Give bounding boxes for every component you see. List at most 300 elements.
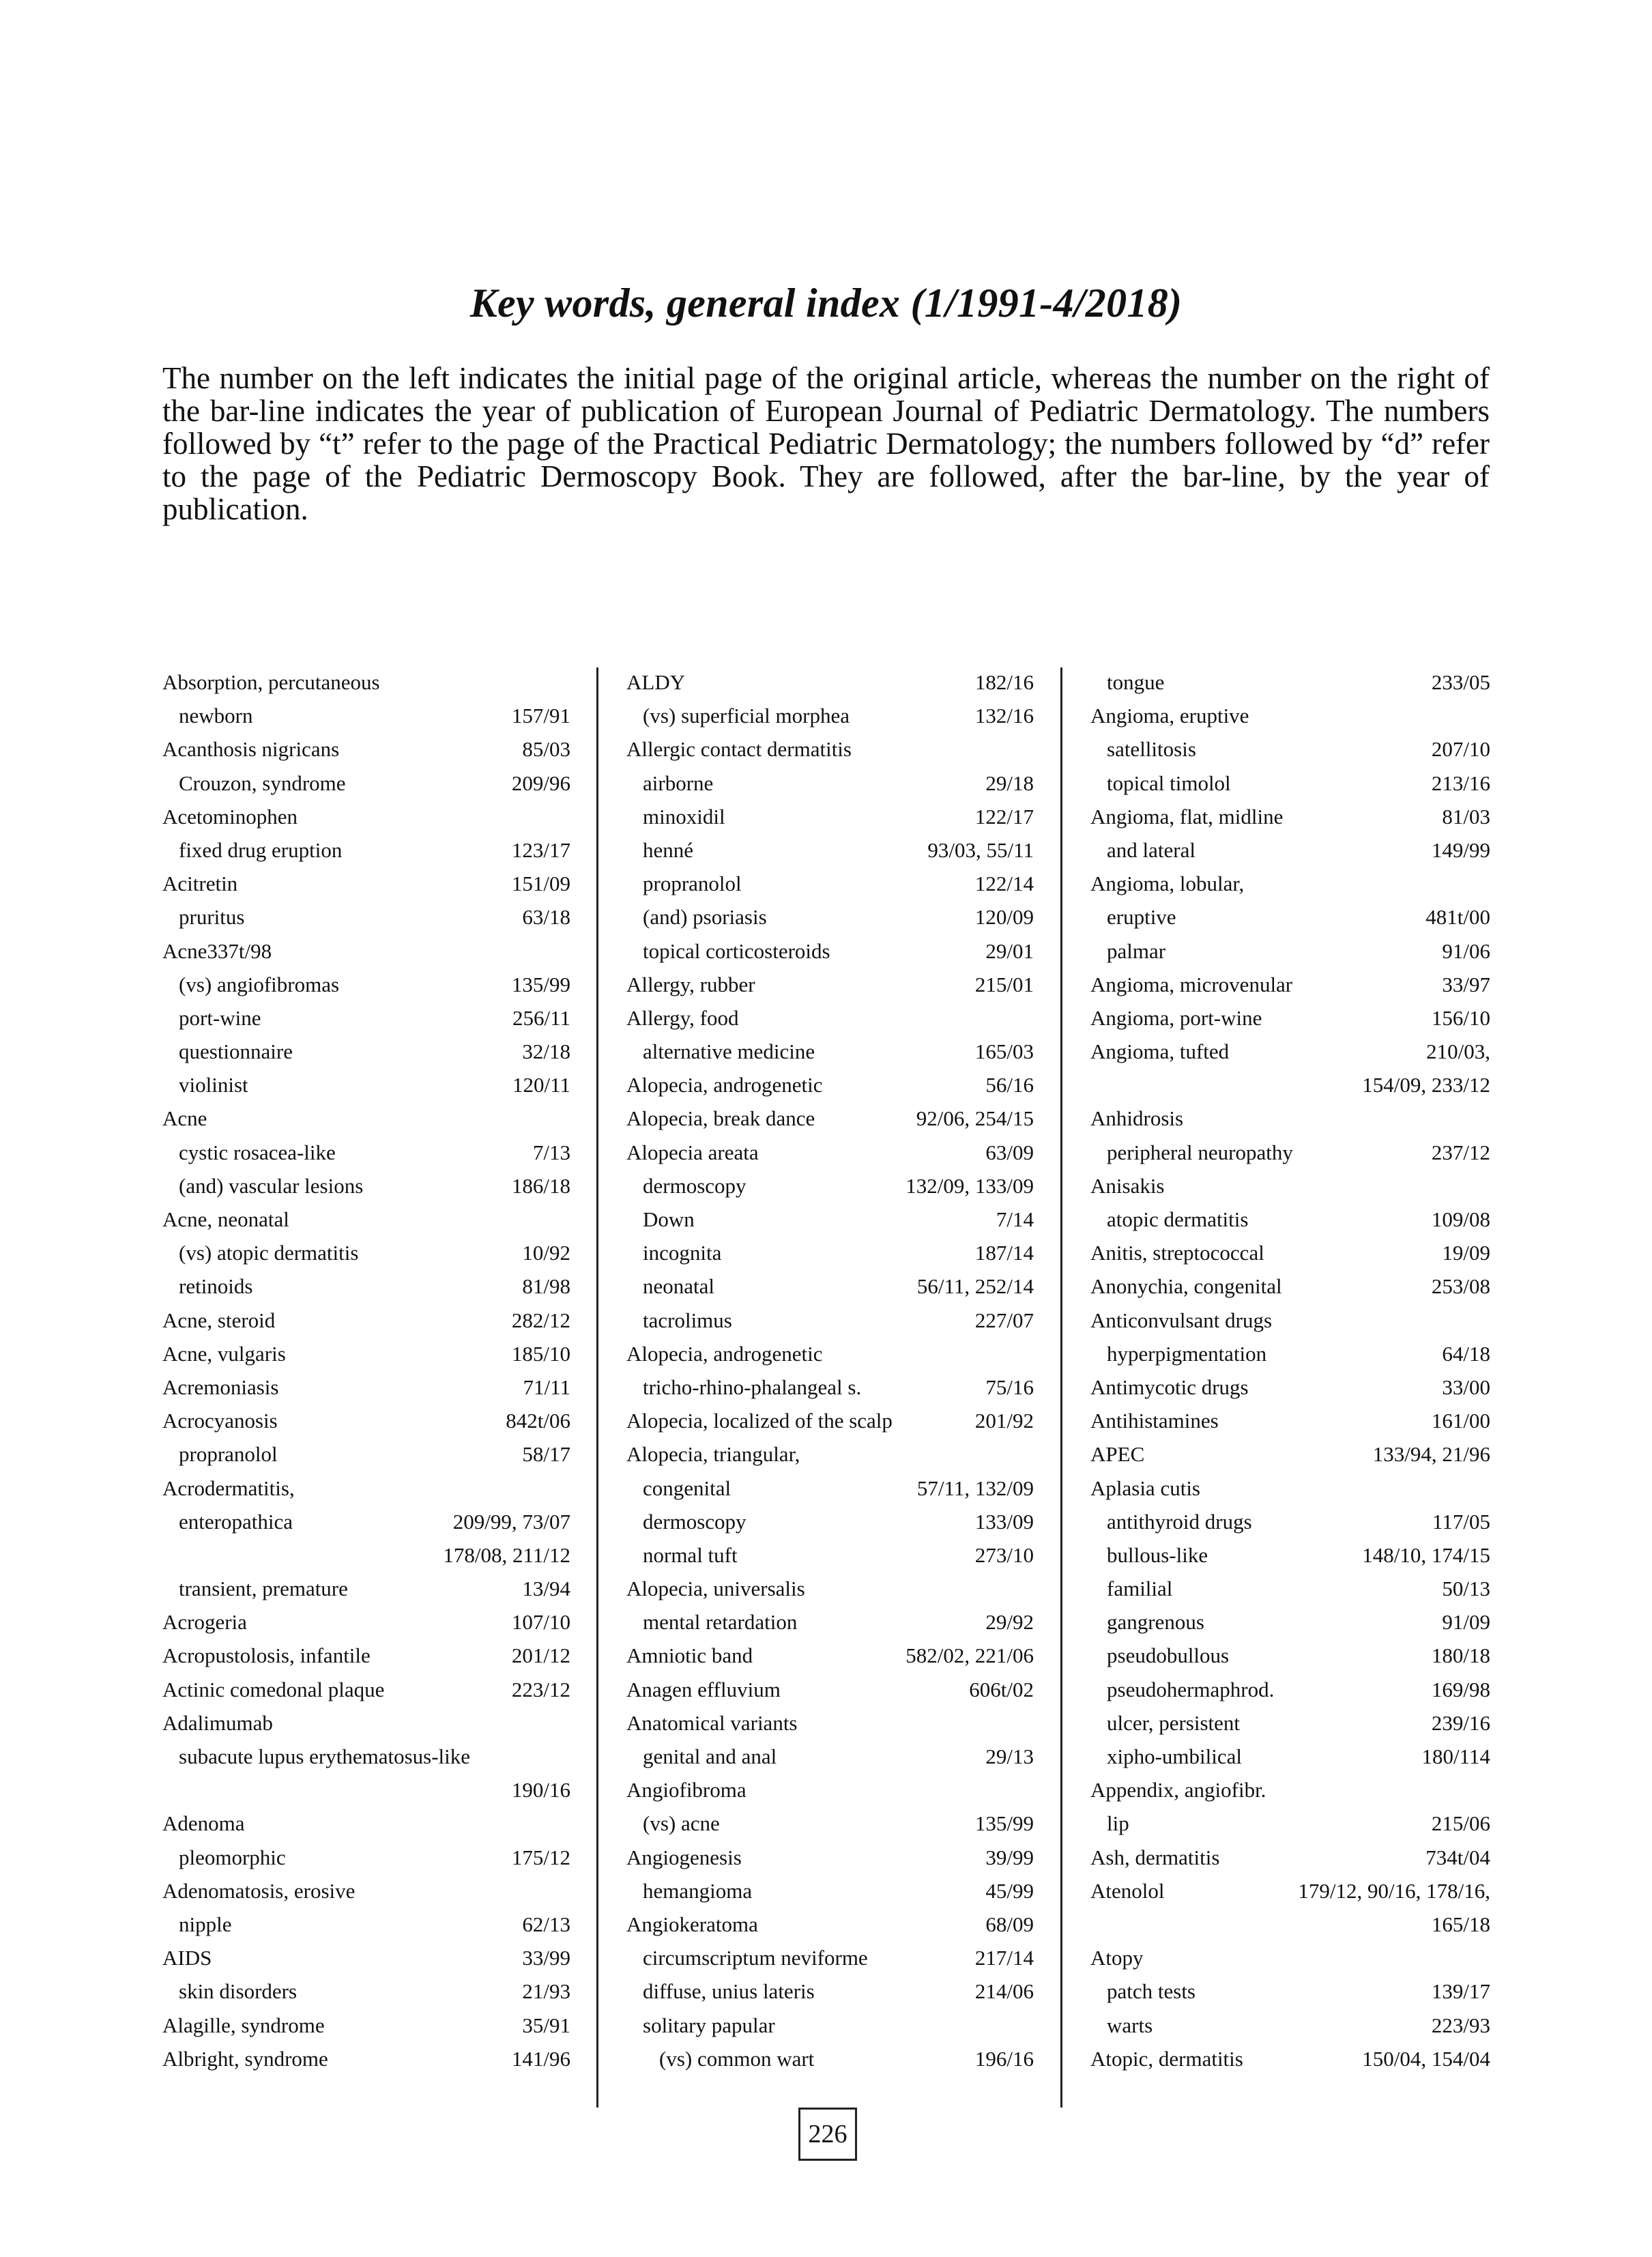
index-entry bbox=[626, 1706, 1034, 1740]
index-entry bbox=[162, 1874, 570, 1908]
index-pages: 148/10, 174/15 bbox=[1362, 1542, 1490, 1567]
index-pages: 606t/02 bbox=[969, 1677, 1034, 1701]
intro-paragraph: The number on the left indicates the initial page of the original article, whereas the number on the right of the bar-line indicates the year of publication of European Journal of Pediatric Dermatology. The numbers followed by “t” refer to the page of the Practical Pediatric Dermatology; the numbers followed by “d” refer to the page of the Pediatric Dermoscopy Book. They are followed, after the bar-line, by the year of publication. bbox=[162, 361, 1490, 526]
index-pages: 223/93 bbox=[1431, 2013, 1490, 2037]
index-pages: 45/99 bbox=[985, 1878, 1034, 1903]
index-pages: 35/91 bbox=[522, 2013, 570, 2037]
index-pages: 223/12 bbox=[511, 1677, 570, 1701]
index-entry bbox=[626, 1974, 1034, 2008]
index-term: Atenolol bbox=[1090, 1878, 1165, 1903]
index-entry bbox=[1090, 1773, 1490, 1807]
index-term: circumscriptum neviforme bbox=[643, 1946, 868, 1970]
index-term: Alopecia, break dance bbox=[626, 1106, 815, 1131]
index-pages: 71/11 bbox=[523, 1375, 570, 1399]
index-entry bbox=[1090, 1807, 1490, 1840]
index-entry bbox=[626, 1639, 1034, 1672]
index-term: Actinic comedonal plaque bbox=[162, 1677, 385, 1701]
index-entry bbox=[1090, 833, 1490, 867]
index-term: Acne337t/98 bbox=[162, 938, 272, 963]
index-entry bbox=[162, 1605, 570, 1639]
index-term: (vs) superficial morphea bbox=[643, 704, 850, 728]
index-pages: 123/17 bbox=[511, 837, 570, 862]
index-pages: 178/08, 211/12 bbox=[443, 1542, 570, 1567]
index-entry bbox=[1090, 1035, 1490, 1068]
index-entry bbox=[162, 900, 570, 934]
index-term: (and) psoriasis bbox=[643, 905, 767, 930]
index-pages: 151/09 bbox=[511, 872, 570, 896]
index-entry bbox=[162, 1203, 570, 1236]
index-entry bbox=[1090, 1102, 1490, 1135]
index-entry bbox=[1090, 1740, 1490, 1773]
index-term: Acne, steroid bbox=[162, 1308, 276, 1332]
index-pages: 237/12 bbox=[1431, 1140, 1490, 1164]
column-divider-1 bbox=[596, 667, 598, 2108]
index-pages: 33/00 bbox=[1442, 1375, 1490, 1399]
index-term: newborn bbox=[179, 704, 253, 728]
index-pages: 68/09 bbox=[985, 1912, 1034, 1936]
index-entry bbox=[1090, 968, 1490, 1001]
index-entry bbox=[626, 1304, 1034, 1337]
index-entry bbox=[626, 1437, 1034, 1471]
index-entry bbox=[162, 1941, 570, 1974]
index-term: solitary papular bbox=[643, 2013, 775, 2037]
index-entry bbox=[1090, 1673, 1490, 1706]
index-entry bbox=[626, 699, 1034, 732]
index-pages: 29/13 bbox=[985, 1744, 1034, 1768]
index-term: Alopecia areata bbox=[626, 1140, 759, 1164]
index-term: Allergic contact dermatitis bbox=[626, 737, 852, 762]
index-entry bbox=[1090, 1639, 1490, 1672]
index-entry bbox=[1090, 1236, 1490, 1269]
index-pages: 7/14 bbox=[996, 1207, 1034, 1231]
index-pages: 135/99 bbox=[974, 1811, 1034, 1836]
index-term: Aplasia cutis bbox=[1090, 1476, 1200, 1500]
index-entry bbox=[626, 1572, 1034, 1605]
index-entry bbox=[162, 1404, 570, 1437]
index-pages: 85/03 bbox=[522, 737, 570, 762]
index-term: topical corticosteroids bbox=[643, 938, 830, 963]
index-term: Acropustolosis, infantile bbox=[162, 1643, 371, 1668]
index-entry bbox=[626, 1203, 1034, 1236]
index-entry bbox=[162, 699, 570, 732]
index-pages: 33/97 bbox=[1442, 972, 1490, 996]
index-term: dermoscopy bbox=[643, 1509, 747, 1534]
index-term: Acanthosis nigricans bbox=[162, 737, 340, 762]
index-term: gangrenous bbox=[1107, 1610, 1204, 1635]
index-entry bbox=[1090, 1538, 1490, 1572]
index-pages: 180/114 bbox=[1421, 1744, 1490, 1768]
index-term: pruritus bbox=[179, 905, 245, 930]
index-term: alternative medicine bbox=[643, 1039, 815, 1064]
index-pages: 64/18 bbox=[1442, 1341, 1490, 1366]
index-entry bbox=[162, 2042, 570, 2075]
index-term: (vs) common wart bbox=[659, 2046, 815, 2071]
index-term: Angioma, lobular, bbox=[1090, 872, 1245, 896]
index-pages: 196/16 bbox=[974, 2046, 1034, 2071]
index-term: Crouzon, syndrome bbox=[179, 771, 346, 795]
index-entry bbox=[162, 1269, 570, 1303]
index-entry bbox=[162, 1740, 570, 1773]
index-entry bbox=[162, 968, 570, 1001]
index-entry bbox=[162, 1639, 570, 1672]
index-term: lip bbox=[1107, 1811, 1129, 1836]
index-term: Angioma, microvenular bbox=[1090, 972, 1293, 996]
index-term: Angiokeratoma bbox=[626, 1912, 758, 1936]
index-term: Angioma, flat, midline bbox=[1090, 804, 1284, 829]
index-entry bbox=[162, 1001, 570, 1035]
index-term: incognita bbox=[643, 1241, 722, 1265]
index-pages: 63/09 bbox=[985, 1140, 1034, 1164]
index-entry bbox=[626, 1404, 1034, 1437]
index-entry bbox=[162, 1035, 570, 1068]
index-term: normal tuft bbox=[643, 1542, 738, 1567]
index-term: warts bbox=[1107, 2013, 1153, 2037]
index-pages: 139/17 bbox=[1431, 1979, 1490, 2004]
index-entry bbox=[1090, 665, 1490, 699]
index-entry bbox=[1090, 1874, 1490, 1908]
index-term: questionnaire bbox=[179, 1039, 293, 1064]
index-pages: 120/09 bbox=[974, 905, 1034, 930]
index-entry bbox=[162, 934, 570, 968]
index-pages: 91/09 bbox=[1442, 1610, 1490, 1635]
index-pages: 161/00 bbox=[1431, 1409, 1490, 1433]
index-entry bbox=[626, 934, 1034, 968]
index-term: Acetominophen bbox=[162, 804, 298, 829]
index-entry bbox=[1090, 1706, 1490, 1740]
index-entry bbox=[162, 867, 570, 900]
index-term: henné bbox=[643, 837, 694, 862]
index-column-3 bbox=[1090, 665, 1490, 2075]
index-term: hyperpigmentation bbox=[1107, 1341, 1267, 1366]
index-pages: 150/04, 154/04 bbox=[1362, 2046, 1490, 2071]
index-term: Anisakis bbox=[1090, 1173, 1165, 1198]
index-term: Alopecia, androgenetic bbox=[626, 1073, 823, 1097]
index-pages: 120/11 bbox=[512, 1073, 570, 1097]
index-entry bbox=[626, 1908, 1034, 1941]
index-pages: 50/13 bbox=[1442, 1577, 1490, 1601]
index-column-2 bbox=[626, 665, 1034, 2075]
index-term: bullous-like bbox=[1107, 1542, 1208, 1567]
index-term: Absorption, percutaneous bbox=[162, 670, 380, 694]
index-pages: 253/08 bbox=[1431, 1274, 1490, 1299]
index-term: Adenoma bbox=[162, 1811, 245, 1836]
index-entry bbox=[1090, 1908, 1490, 1941]
index-pages: 135/99 bbox=[511, 972, 570, 996]
index-pages: 132/16 bbox=[974, 704, 1034, 728]
index-entry bbox=[1090, 934, 1490, 968]
index-term: patch tests bbox=[1107, 1979, 1195, 2004]
index-term: Angiogenesis bbox=[626, 1845, 742, 1869]
index-pages: 75/16 bbox=[985, 1375, 1034, 1399]
index-term: port-wine bbox=[179, 1005, 261, 1030]
index-term: cystic rosacea-like bbox=[179, 1140, 336, 1164]
index-term: skin disorders bbox=[179, 1979, 298, 2004]
index-term: Acrocyanosis bbox=[162, 1409, 278, 1433]
index-pages: 13/94 bbox=[522, 1577, 570, 1601]
index-term: Amniotic band bbox=[626, 1643, 753, 1668]
index-pages: 282/12 bbox=[511, 1308, 570, 1332]
index-entry bbox=[1090, 1941, 1490, 1974]
index-term: enteropathica bbox=[179, 1509, 293, 1534]
index-pages: 734t/04 bbox=[1425, 1845, 1490, 1869]
index-term: (and) vascular lesions bbox=[179, 1173, 364, 1198]
index-entry bbox=[626, 1236, 1034, 1269]
page-title: Key words, general index (1/1991-4/2018) bbox=[469, 281, 1183, 326]
index-term: congenital bbox=[643, 1476, 731, 1500]
index-term: (vs) angiofibromas bbox=[179, 972, 340, 996]
index-entry bbox=[162, 1841, 570, 1874]
index-entry bbox=[1090, 2009, 1490, 2042]
index-entry bbox=[626, 800, 1034, 833]
index-pages: 156/10 bbox=[1431, 1005, 1490, 1030]
index-entry bbox=[1090, 1337, 1490, 1370]
index-pages: 57/11, 132/09 bbox=[916, 1476, 1034, 1500]
index-pages: 227/07 bbox=[974, 1308, 1034, 1332]
index-term: transient, premature bbox=[179, 1577, 348, 1601]
index-term: Adenomatosis, erosive bbox=[162, 1878, 356, 1903]
index-term: Antimycotic drugs bbox=[1090, 1375, 1249, 1399]
index-entry bbox=[162, 1908, 570, 1941]
index-pages: 109/08 bbox=[1431, 1207, 1490, 1231]
index-pages: 133/94, 21/96 bbox=[1372, 1442, 1490, 1467]
index-term: Albright, syndrome bbox=[162, 2046, 328, 2071]
index-entry bbox=[626, 1605, 1034, 1639]
index-pages: 149/99 bbox=[1431, 837, 1490, 862]
index-term: eruptive bbox=[1107, 905, 1176, 930]
index-pages: 256/11 bbox=[512, 1005, 570, 1030]
index-pages: 842t/06 bbox=[506, 1409, 570, 1433]
index-pages: 209/99, 73/07 bbox=[452, 1509, 570, 1534]
index-term: xipho-umbilical bbox=[1107, 1744, 1243, 1768]
index-entry bbox=[626, 665, 1034, 699]
index-term: Anagen effluvium bbox=[626, 1677, 781, 1701]
index-entry bbox=[162, 732, 570, 766]
index-term: minoxidil bbox=[643, 804, 725, 829]
index-entry bbox=[626, 867, 1034, 900]
index-term: neonatal bbox=[643, 1274, 715, 1299]
index-term: Alopecia, triangular, bbox=[626, 1442, 800, 1467]
index-entry bbox=[626, 1370, 1034, 1404]
index-pages: 122/17 bbox=[974, 804, 1034, 829]
index-pages: 175/12 bbox=[511, 1845, 570, 1869]
index-pages: 273/10 bbox=[974, 1542, 1034, 1567]
index-term: Anticonvulsant drugs bbox=[1090, 1308, 1273, 1332]
index-pages: 19/09 bbox=[1442, 1241, 1490, 1265]
index-entry bbox=[1090, 1304, 1490, 1337]
index-term: dermoscopy bbox=[643, 1173, 747, 1198]
index-term: Acne, vulgaris bbox=[162, 1341, 286, 1366]
index-pages: 7/13 bbox=[532, 1140, 570, 1164]
index-pages: 186/18 bbox=[511, 1173, 570, 1198]
index-entry bbox=[1090, 1437, 1490, 1471]
index-entry bbox=[162, 665, 570, 699]
index-entry bbox=[626, 766, 1034, 800]
index-term: peripheral neuropathy bbox=[1107, 1140, 1293, 1164]
index-term: Anhidrosis bbox=[1090, 1106, 1184, 1131]
index-term: (vs) acne bbox=[643, 1811, 720, 1836]
index-term: Angioma, tufted bbox=[1090, 1039, 1230, 1064]
index-pages: 81/03 bbox=[1442, 804, 1490, 829]
index-entry bbox=[1090, 1605, 1490, 1639]
index-entry bbox=[1090, 1370, 1490, 1404]
index-entry bbox=[626, 1269, 1034, 1303]
index-entry bbox=[1090, 699, 1490, 732]
index-entry bbox=[1090, 1974, 1490, 2008]
index-term: Adalimumab bbox=[162, 1710, 273, 1735]
index-pages: 201/92 bbox=[974, 1409, 1034, 1433]
index-term: Acrodermatitis, bbox=[162, 1476, 295, 1500]
index-term: violinist bbox=[179, 1073, 248, 1097]
index-term: Acne bbox=[162, 1106, 207, 1131]
index-pages: 33/99 bbox=[522, 1946, 570, 1970]
index-pages: 56/11, 252/14 bbox=[916, 1274, 1034, 1299]
index-term: Angioma, port-wine bbox=[1090, 1005, 1262, 1030]
index-term: nipple bbox=[179, 1912, 232, 1936]
index-entry bbox=[162, 2009, 570, 2042]
index-term: genital and anal bbox=[643, 1744, 777, 1768]
index-term: satellitosis bbox=[1107, 737, 1196, 762]
index-entry bbox=[1090, 1269, 1490, 1303]
index-entry bbox=[626, 1471, 1034, 1505]
index-term: Atopy bbox=[1090, 1946, 1144, 1970]
index-term: subacute lupus erythematosus-like bbox=[179, 1744, 471, 1768]
index-pages: 29/92 bbox=[985, 1610, 1034, 1635]
index-term: AIDS bbox=[162, 1946, 212, 1970]
index-pages: 107/10 bbox=[511, 1610, 570, 1635]
index-entry bbox=[162, 833, 570, 867]
index-pages: 58/17 bbox=[522, 1442, 570, 1467]
index-pages: 132/09, 133/09 bbox=[905, 1173, 1034, 1198]
index-entry bbox=[626, 1841, 1034, 1874]
index-entry bbox=[162, 1471, 570, 1505]
index-entry bbox=[626, 1337, 1034, 1370]
index-term: Acremoniasis bbox=[162, 1375, 279, 1399]
index-entry bbox=[626, 1169, 1034, 1203]
index-pages: 141/96 bbox=[511, 2046, 570, 2071]
index-pages: 187/14 bbox=[974, 1241, 1034, 1265]
index-term: tricho-rhino-phalangeal s. bbox=[643, 1375, 862, 1399]
index-term: Atopic, dermatitis bbox=[1090, 2046, 1243, 2071]
index-entry bbox=[162, 1773, 570, 1807]
index-term: Acrogeria bbox=[162, 1610, 247, 1635]
index-entry bbox=[626, 1740, 1034, 1773]
column-divider-2 bbox=[1060, 667, 1062, 2108]
index-pages: 133/09 bbox=[974, 1509, 1034, 1534]
index-entry bbox=[1090, 900, 1490, 934]
index-entry bbox=[1090, 1001, 1490, 1035]
index-term: pseudohermaphrod. bbox=[1107, 1677, 1275, 1701]
index-term: Angiofibroma bbox=[626, 1778, 747, 1802]
index-pages: 215/01 bbox=[974, 972, 1034, 996]
index-pages: 29/18 bbox=[985, 771, 1034, 795]
index-pages: 215/06 bbox=[1431, 1811, 1490, 1836]
index-entry bbox=[162, 1102, 570, 1135]
index-entry bbox=[626, 2042, 1034, 2075]
index-term: (vs) atopic dermatitis bbox=[179, 1241, 359, 1265]
index-pages: 93/03, 55/11 bbox=[927, 837, 1034, 862]
index-pages: 217/14 bbox=[974, 1946, 1034, 1970]
index-term: Alagille, syndrome bbox=[162, 2013, 325, 2037]
index-pages: 165/18 bbox=[1431, 1912, 1490, 1936]
index-term: Acitretin bbox=[162, 872, 238, 896]
index-entry bbox=[162, 1505, 570, 1538]
index-entry bbox=[162, 1236, 570, 1269]
index-entry bbox=[162, 1337, 570, 1370]
index-pages: 21/93 bbox=[522, 1979, 570, 2004]
index-entry bbox=[626, 1807, 1034, 1840]
index-pages: 91/06 bbox=[1442, 938, 1490, 963]
index-term: ALDY bbox=[626, 670, 686, 694]
index-entry bbox=[626, 1035, 1034, 1068]
index-entry bbox=[162, 1706, 570, 1740]
index-term: topical timolol bbox=[1107, 771, 1231, 795]
index-entry bbox=[626, 1068, 1034, 1102]
index-entry bbox=[162, 1807, 570, 1840]
index-pages: 92/06, 254/15 bbox=[916, 1106, 1034, 1131]
index-entry bbox=[1090, 1471, 1490, 1505]
index-entry bbox=[1090, 800, 1490, 833]
index-pages: 582/02, 221/06 bbox=[905, 1643, 1034, 1668]
index-pages: 213/16 bbox=[1431, 771, 1490, 795]
index-entry bbox=[626, 2009, 1034, 2042]
index-term: Appendix, angiofibr. bbox=[1090, 1778, 1266, 1802]
index-term: pseudobullous bbox=[1107, 1643, 1230, 1668]
index-term: Down bbox=[643, 1207, 695, 1231]
index-term: Alopecia, localized of the scalp bbox=[626, 1409, 893, 1433]
index-entry bbox=[626, 1505, 1034, 1538]
index-pages: 233/05 bbox=[1431, 670, 1490, 694]
index-term: Anatomical variants bbox=[626, 1710, 798, 1735]
index-term: Antihistamines bbox=[1090, 1409, 1219, 1433]
index-term: propranolol bbox=[643, 872, 742, 896]
index-term: antithyroid drugs bbox=[1107, 1509, 1252, 1534]
index-term: pleomorphic bbox=[179, 1845, 286, 1869]
index-entry bbox=[626, 968, 1034, 1001]
index-pages: 210/03, bbox=[1426, 1039, 1490, 1064]
index-pages: 117/05 bbox=[1432, 1509, 1490, 1534]
index-entry bbox=[162, 1437, 570, 1471]
index-pages: 154/09, 233/12 bbox=[1362, 1073, 1490, 1097]
index-pages: 182/16 bbox=[974, 670, 1034, 694]
index-column-1 bbox=[162, 665, 570, 2075]
index-entry bbox=[1090, 1841, 1490, 1874]
page-number: 226 bbox=[798, 2108, 857, 2161]
index-entry bbox=[1090, 1068, 1490, 1102]
index-entry bbox=[1090, 2042, 1490, 2075]
index-entry bbox=[162, 1538, 570, 1572]
index-entry bbox=[1090, 766, 1490, 800]
index-term: Allergy, rubber bbox=[626, 972, 755, 996]
index-entry bbox=[626, 1874, 1034, 1908]
index-term: diffuse, unius lateris bbox=[643, 1979, 815, 2004]
index-pages: 63/18 bbox=[522, 905, 570, 930]
index-entry bbox=[1090, 1572, 1490, 1605]
index-pages: 179/12, 90/16, 178/16, bbox=[1298, 1878, 1490, 1903]
index-entry bbox=[162, 1304, 570, 1337]
index-entry bbox=[162, 1136, 570, 1169]
index-term: Ash, dermatitis bbox=[1090, 1845, 1220, 1869]
index-term: Anonychia, congenital bbox=[1090, 1274, 1282, 1299]
index-pages: 214/06 bbox=[974, 1979, 1034, 2004]
index-term: atopic dermatitis bbox=[1107, 1207, 1249, 1231]
index-pages: 10/92 bbox=[522, 1241, 570, 1265]
index-term: Alopecia, androgenetic bbox=[626, 1341, 823, 1366]
index-entry bbox=[162, 1572, 570, 1605]
index-term: Anitis, streptococcal bbox=[1090, 1241, 1264, 1265]
index-term: APEC bbox=[1090, 1442, 1145, 1467]
index-term: Allergy, food bbox=[626, 1005, 739, 1030]
index-term: familial bbox=[1107, 1577, 1173, 1601]
